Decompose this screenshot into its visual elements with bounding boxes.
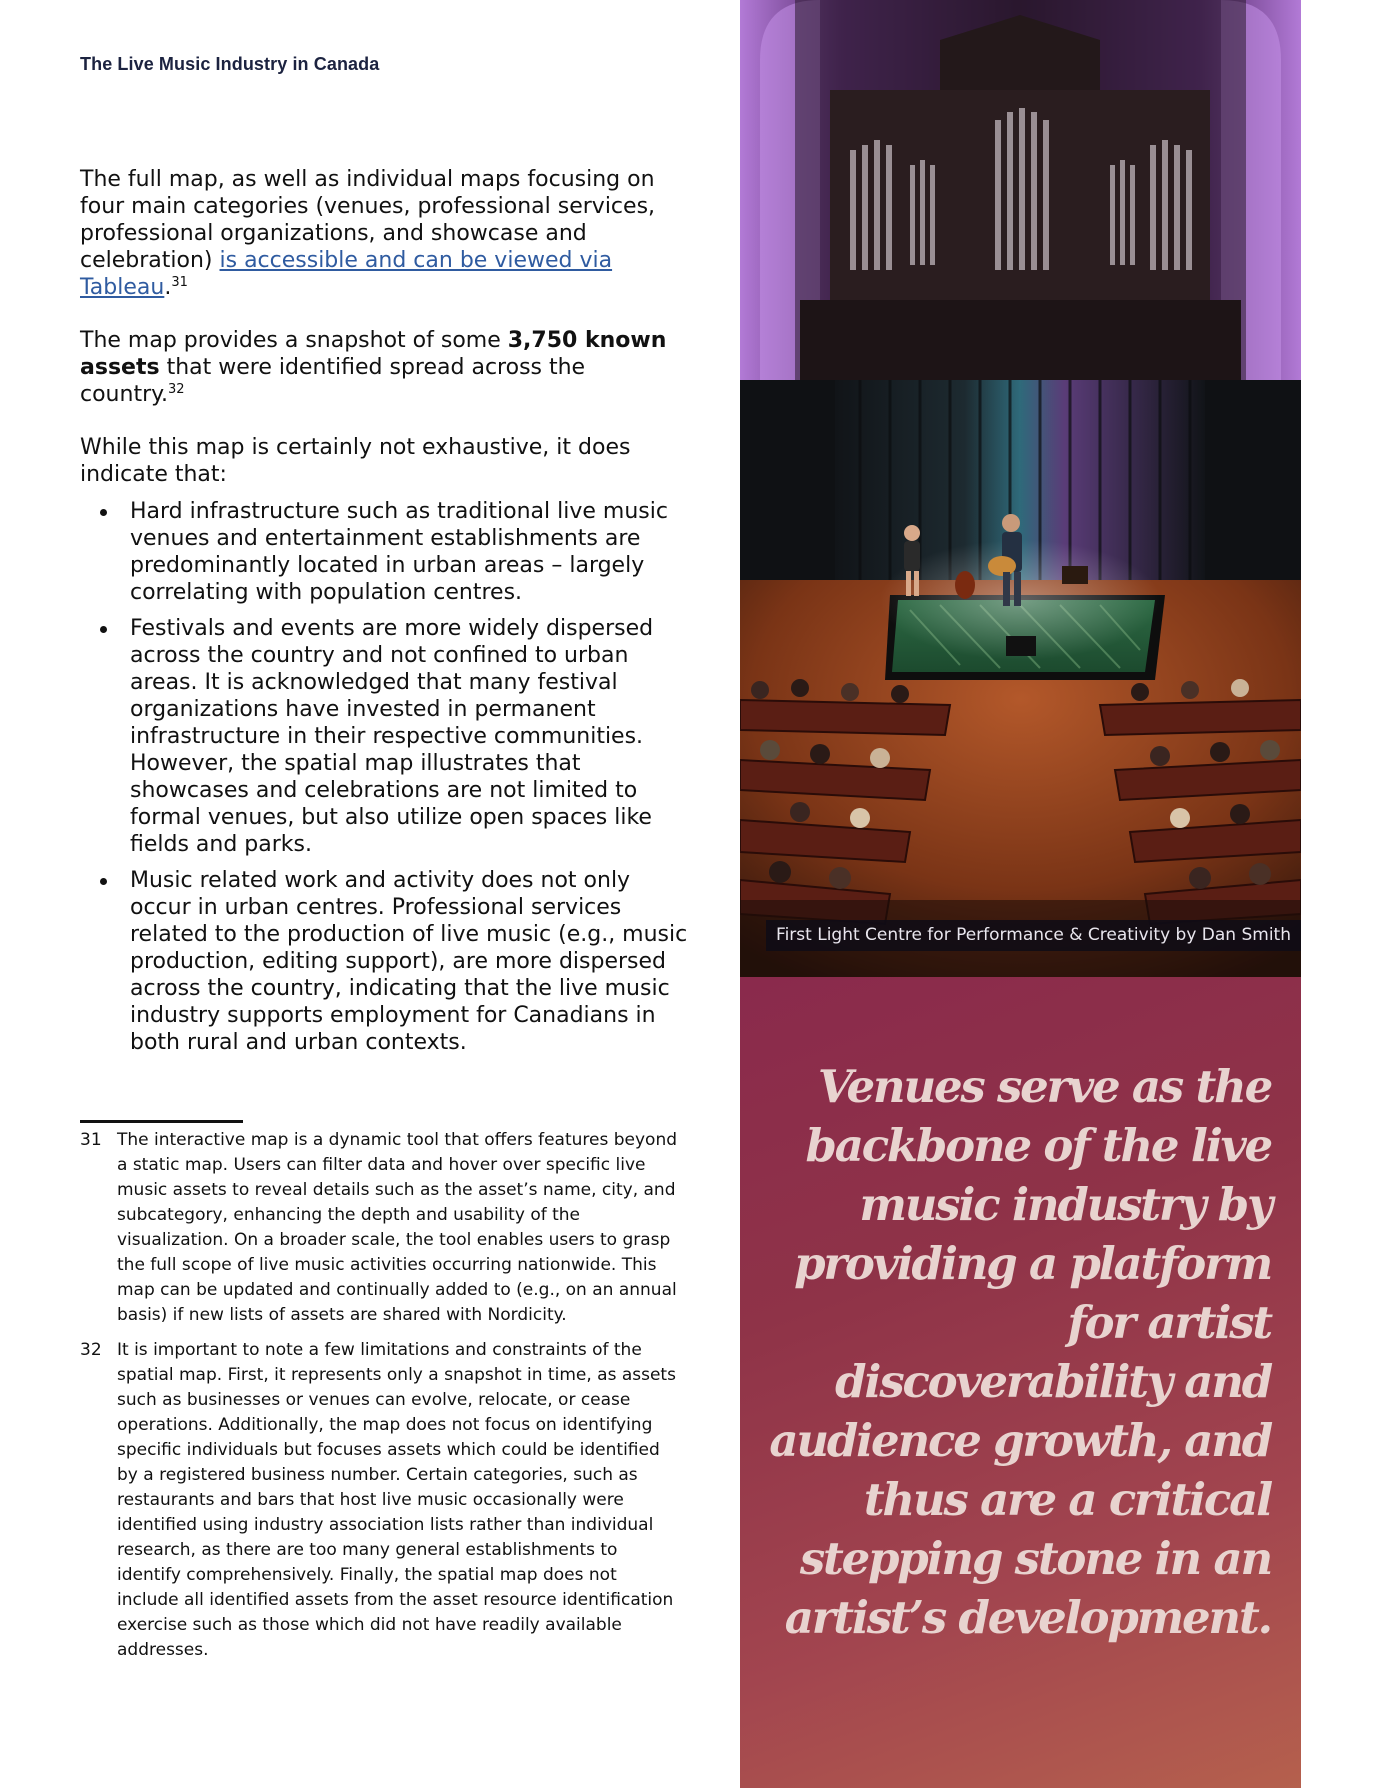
- paragraph-map-access: The full map, as well as individual maps focusing on four main categories (venues, professional services, professional organizations, and showcase and celebration) is accessible and can be viewed via Tableau.$^{31}$: [80, 167, 656, 300]
- list-item: Hard infrastructure such as traditional live music venues and entertainment establishments are predominantly located in urban areas – largely correlating with population centres.: [130, 498, 690, 606]
- paragraph-snapshot: The map provides a snapshot of some 3,750 known assets that were identified spread across the country.$^{32}$: [80, 328, 667, 407]
- footnote-number: 31: [80, 1130, 102, 1150]
- body-text: [80, 166, 690, 1065]
- footnote-31: [80, 1128, 680, 1328]
- findings-list: [80, 498, 690, 1056]
- concert-photo-illustration: [740, 0, 1301, 977]
- known-assets-highlight: 3,750 known assets: [80, 328, 667, 380]
- list-item: Music related work and activity does not only occur in urban centres. Professional services related to the production of live music (e.g., music production, editing support), are more dispersed across the country, indicating that the live music industry supports employment for Canadians in both rural and urban contexts.: [130, 867, 690, 1056]
- pull-quote-panel: [740, 977, 1301, 1788]
- pull-quote: Venues serve as the backbone of the live music industry by providing a platform for artist discoverability and audience growth, and thus are a critical stepping stone in an artist’s development.: [769, 1060, 1271, 1644]
- paragraph-intro-list: While this map is certainly not exhaustive, it does indicate that:: [80, 435, 631, 487]
- list-item: Festivals and events are more widely dispersed across the country and not confined to urban areas. It is acknowledged that many festival organizations have invested in permanent infrastructure in their respective communities. However, the spatial map illustrates that showcases and celebrations are not limited to formal venues, but also utilize open spaces like fields and parks.: [130, 615, 690, 858]
- photo-caption: First Light Centre for Performance & Creativity by Dan Smith: [766, 920, 1301, 951]
- concert-hall-photo: [740, 0, 1301, 977]
- footnote-number: 32: [80, 1340, 102, 1360]
- footnotes: [80, 1128, 680, 1673]
- tableau-link[interactable]: is accessible and can be viewed via Tableau: [80, 248, 613, 300]
- footnote-ref-31[interactable]: 31: [171, 275, 188, 290]
- footnote-ref-32[interactable]: 32: [168, 382, 185, 397]
- right-margin: [1301, 0, 1382, 1788]
- footnote-text: It is important to note a few limitations and constraints of the spatial map. First, it represents only a snapshot in time, as assets such as businesses or venues can evolve, relocate, or cease operations. Additionally, the map does not focus on identifying specific individuals but focuses assets which could be identified by a registered business number. Certain categories, such as restaurants and bars that host live music occasionally were identified using industry association lists rather than individual research, as there are too many general establishments to identify comprehensively. Finally, the spatial map does not include all identified assets from the asset resource identification exercise such as those which did not have readily available addresses.: [117, 1340, 676, 1660]
- footnote-text: The interactive map is a dynamic tool that offers features beyond a static map. Users can filter data and hover over specific live music assets to reveal details such as the asset’s name, city, and subcategory, enhancing the depth and usability of the visualization. On a broader scale, the tool enables users to grasp the full scope of live music activities occurring nationwide. This map can be updated and continually added to (e.g., on an annual basis) if new lists of assets are shared with Nordicity.: [117, 1130, 678, 1325]
- footnote-32: [80, 1338, 680, 1663]
- footnote-divider: [80, 1120, 243, 1123]
- running-header: The Live Music Industry in Canada: [80, 54, 380, 74]
